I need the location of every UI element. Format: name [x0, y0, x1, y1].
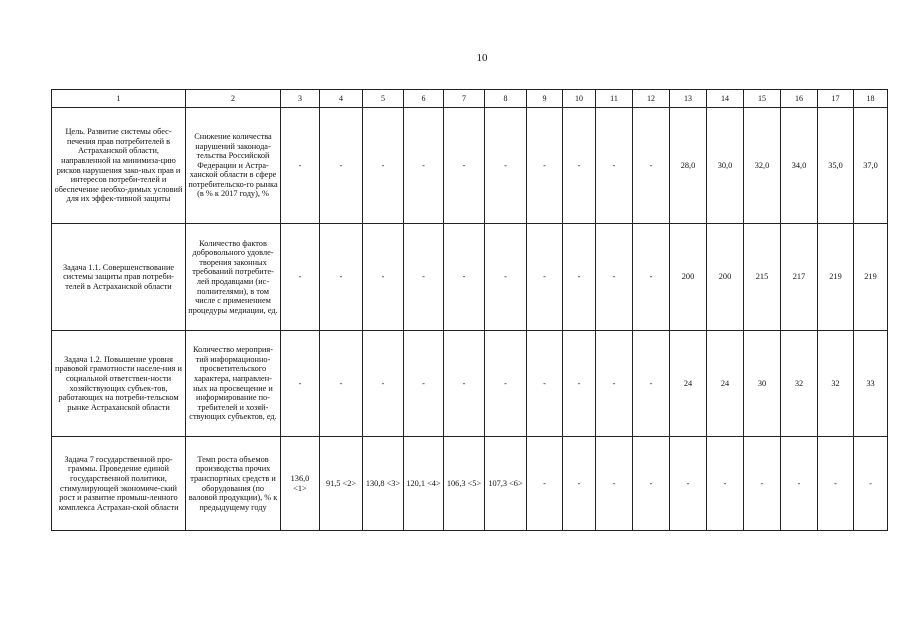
column-header: 8 [485, 90, 527, 108]
value-cell: - [485, 331, 527, 437]
value-cell: 32 [781, 331, 818, 437]
value-cell: 107,3 <6> [485, 437, 527, 531]
column-header: 17 [818, 90, 854, 108]
value-cell: - [633, 437, 670, 531]
column-header: 5 [363, 90, 404, 108]
value-cell: 200 [707, 224, 744, 331]
goal-cell: Задача 1.1. Совершенствование системы защиты прав потреби-телей в Астраханской области [52, 224, 186, 331]
value-cell: 200 [670, 224, 707, 331]
value-cell: - [404, 224, 444, 331]
value-cell: - [404, 108, 444, 224]
value-cell: - [633, 108, 670, 224]
value-cell: - [363, 108, 404, 224]
value-cell: - [320, 331, 363, 437]
value-cell: 33 [854, 331, 888, 437]
value-cell: 24 [707, 331, 744, 437]
value-cell: 28,0 [670, 108, 707, 224]
page-number: 10 [476, 52, 488, 64]
value-cell: - [363, 331, 404, 437]
column-header: 4 [320, 90, 363, 108]
value-cell: - [596, 108, 633, 224]
value-cell: 130,8 <3> [363, 437, 404, 531]
value-cell: - [563, 331, 596, 437]
indicator-cell: Темп роста объемов производства прочих транспортных средств и оборудования (по валовой продукции), % к предыдущему году [186, 437, 281, 531]
value-cell: 120,1 <4> [404, 437, 444, 531]
value-cell: - [707, 437, 744, 531]
value-cell: - [320, 224, 363, 331]
value-cell: - [485, 224, 527, 331]
value-cell: 37,0 [854, 108, 888, 224]
value-cell: 32 [818, 331, 854, 437]
value-cell: - [596, 224, 633, 331]
value-cell: - [444, 108, 485, 224]
column-header: 11 [596, 90, 633, 108]
value-cell: - [854, 437, 888, 531]
value-cell: 34,0 [781, 108, 818, 224]
value-cell: - [281, 331, 320, 437]
value-cell: 91,5 <2> [320, 437, 363, 531]
value-cell: - [404, 331, 444, 437]
value-cell: 32,0 [744, 108, 781, 224]
column-header: 1 [52, 90, 186, 108]
value-cell: - [744, 437, 781, 531]
column-header: 6 [404, 90, 444, 108]
column-header: 7 [444, 90, 485, 108]
value-cell: 30,0 [707, 108, 744, 224]
value-cell: 106,3 <5> [444, 437, 485, 531]
value-cell: 215 [744, 224, 781, 331]
column-header: 2 [186, 90, 281, 108]
value-cell: - [281, 224, 320, 331]
column-header: 18 [854, 90, 888, 108]
column-header: 3 [281, 90, 320, 108]
value-cell: - [527, 437, 563, 531]
value-cell: - [633, 224, 670, 331]
table-row [52, 437, 888, 531]
value-cell: - [596, 331, 633, 437]
value-cell: 217 [781, 224, 818, 331]
value-cell: - [444, 331, 485, 437]
value-cell: - [633, 331, 670, 437]
value-cell: - [527, 224, 563, 331]
column-header: 12 [633, 90, 670, 108]
value-cell: - [363, 224, 404, 331]
value-cell: - [527, 331, 563, 437]
value-cell: - [818, 437, 854, 531]
column-header: 10 [563, 90, 596, 108]
value-cell: 136,0 <1> [281, 437, 320, 531]
value-cell: - [563, 437, 596, 531]
value-cell: - [320, 108, 363, 224]
value-cell: - [485, 108, 527, 224]
value-cell: - [670, 437, 707, 531]
goal-cell: Цель. Развитие системы обес-печения прав потребителей в Астраханской области, направленной на минимиза-цию рисков нарушения зако-ных прав и интересов потреби-телей и обеспечение необхо-димых условий для их эффек-тивной защиты [52, 108, 186, 224]
table-header-row [52, 90, 888, 108]
value-cell: - [563, 224, 596, 331]
value-cell: - [596, 437, 633, 531]
value-cell: - [527, 108, 563, 224]
value-cell: - [781, 437, 818, 531]
table-row [52, 224, 888, 331]
value-cell: - [563, 108, 596, 224]
value-cell: 219 [854, 224, 888, 331]
column-header: 9 [527, 90, 563, 108]
column-header: 15 [744, 90, 781, 108]
indicator-cell: Количество мероприя-тий информационно-просветительского характера, направлен-ных на просвещение и информирование по-требителей и хозяй-ствующих субъектов, ед. [186, 331, 281, 437]
value-cell: 219 [818, 224, 854, 331]
value-cell: 24 [670, 331, 707, 437]
value-cell: - [444, 224, 485, 331]
column-header: 14 [707, 90, 744, 108]
value-cell: 35,0 [818, 108, 854, 224]
value-cell: 30 [744, 331, 781, 437]
value-cell: - [281, 108, 320, 224]
indicator-cell: Количество фактов добровольного удовле-творения законных требований потребите-лей продавцами (ис-полнителями), в том числе с применением процедуры медиации, ед. [186, 224, 281, 331]
indicators-table [51, 89, 888, 531]
indicator-cell: Снижение количества нарушений законода-тельства Российской Федерации и Астра-ханской области в сфере потребительско-го рынка (в % к 2017 году), % [186, 108, 281, 224]
goal-cell: Задача 7 государственной про-граммы. Проведение единой государственной политики, стимулирующей экономиче-ский рост и развитие промыш-ленного комплекса Астрахан-ской области [52, 437, 186, 531]
column-header: 16 [781, 90, 818, 108]
table-row [52, 331, 888, 437]
table-row [52, 108, 888, 224]
goal-cell: Задача 1.2. Повышение уровня правовой грамотности населе-ния и социальной ответствен-ности хозяйствующих субъек-тов, работающих на потреби-тельском рынке Астраханской области [52, 331, 186, 437]
column-header: 13 [670, 90, 707, 108]
